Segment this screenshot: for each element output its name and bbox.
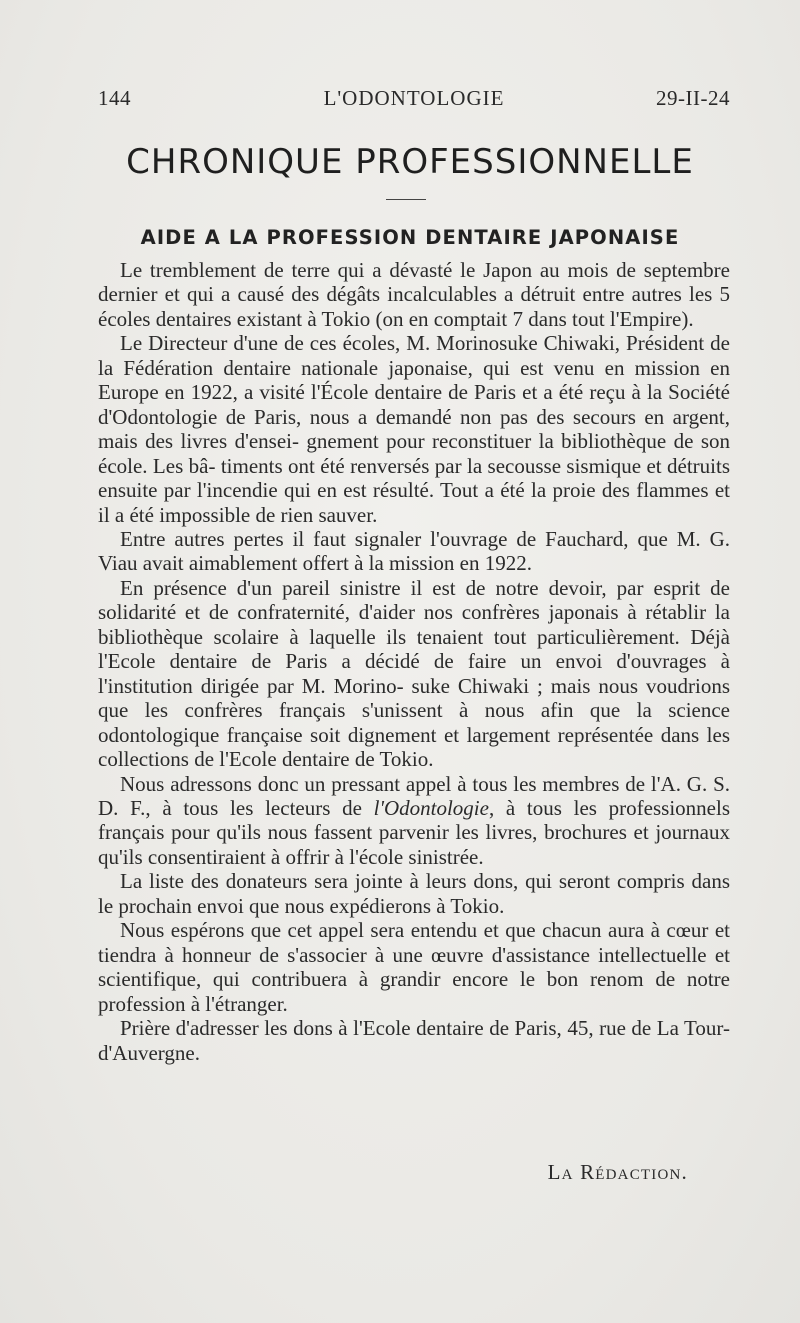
paragraph-8: Prière d'adresser les dons à l'Ecole dentaire de Paris, 45, rue de La Tour-d'Auvergne. bbox=[98, 1016, 730, 1065]
paragraph-5-end: , à tous les professionnels français pour qu'ils nous fassent parvenir les livres, brochures et journaux qu'ils consentiraient à offrir à l'école sinistrée. bbox=[98, 795, 730, 869]
paragraph-5-start: Nous adressons donc un pressant appel à tous les membres de l'A. G. S. D. F., à tous les lecteurs de bbox=[98, 771, 730, 820]
running-head bbox=[98, 86, 730, 116]
paragraph-6: La liste des donateurs sera jointe à leurs dons, qui seront compris dans le prochain envoi que nous expédierons à Tokio. bbox=[98, 869, 730, 918]
signature: La Rédaction. bbox=[547, 1160, 688, 1184]
journal-name-italic: l'Odontologie bbox=[373, 795, 489, 820]
paragraph-2: Le Directeur d'une de ces écoles, M. Morinosuke Chiwaki, Président de la Fédération dentaire nationale japonaise, qui est venu en mission en Europe en 1922, a visité l'École dentaire de Paris et a été reçu à la Société d'Odontologie de Paris, nous a demandé non pas des secours en argent, mais des livres d'ensei- gnement pour reconstituer la bibliothèque de son école. Les bâ- timents ont été renversés par la secousse sismique et détruits ensuite par l'incendie qui en est résulté. Tout a été la proie des flammes et il a été impossible de rien sauver. bbox=[98, 331, 730, 527]
article-body bbox=[98, 258, 730, 1065]
journal-title: L'ODONTOLOGIE bbox=[323, 86, 505, 110]
paragraph-7: Nous espérons que cet appel sera entendu et que chacun aura à cœur et tiendra à honneur de s'associer à une œuvre d'assistance intellectuelle et scientifique, qui contribuera à grandir encore le bon renom de notre profession à l'étranger. bbox=[98, 918, 730, 1016]
paragraph-5 bbox=[98, 772, 730, 870]
issue-date: 29-II-24 bbox=[656, 86, 730, 110]
article-title: AIDE A LA PROFESSION DENTAIRE JAPONAISE bbox=[140, 226, 680, 249]
paragraph-4: En présence d'un pareil sinistre il est de notre devoir, par esprit de solidarité et de confraternité, d'aider nos confrères japonais à rétablir la bibliothèque scolaire à laquelle ils tenaient tout particulièrement. Déjà l'Ecole dentaire de Paris a décidé de faire un envoi d'ouvrages à l'institution dirigée par M. Morino- suke Chiwaki ; mais nous voudrions que les confrères français s'unissent à nous afin que la science odontologique française soit dignement et largement représentée dans les collections de l'Ecole dentaire de Tokio. bbox=[98, 575, 730, 772]
title-divider bbox=[386, 199, 426, 200]
page-number: 144 bbox=[98, 86, 131, 110]
paragraph-3: Entre autres pertes il faut signaler l'ouvrage de Fauchard, que M. G. Viau avait aimablement offert à la mission en 1922. bbox=[98, 526, 730, 576]
paragraph-1: Le tremblement de terre qui a dévasté le Japon au mois de septembre dernier et qui a causé des dégâts incalculables a détruit entre autres les 5 écoles dentaires existant à Tokio (on en comptait 7 dans tout l'Empire). bbox=[98, 258, 730, 331]
section-title: CHRONIQUE PROFESSIONNELLE bbox=[126, 142, 694, 182]
